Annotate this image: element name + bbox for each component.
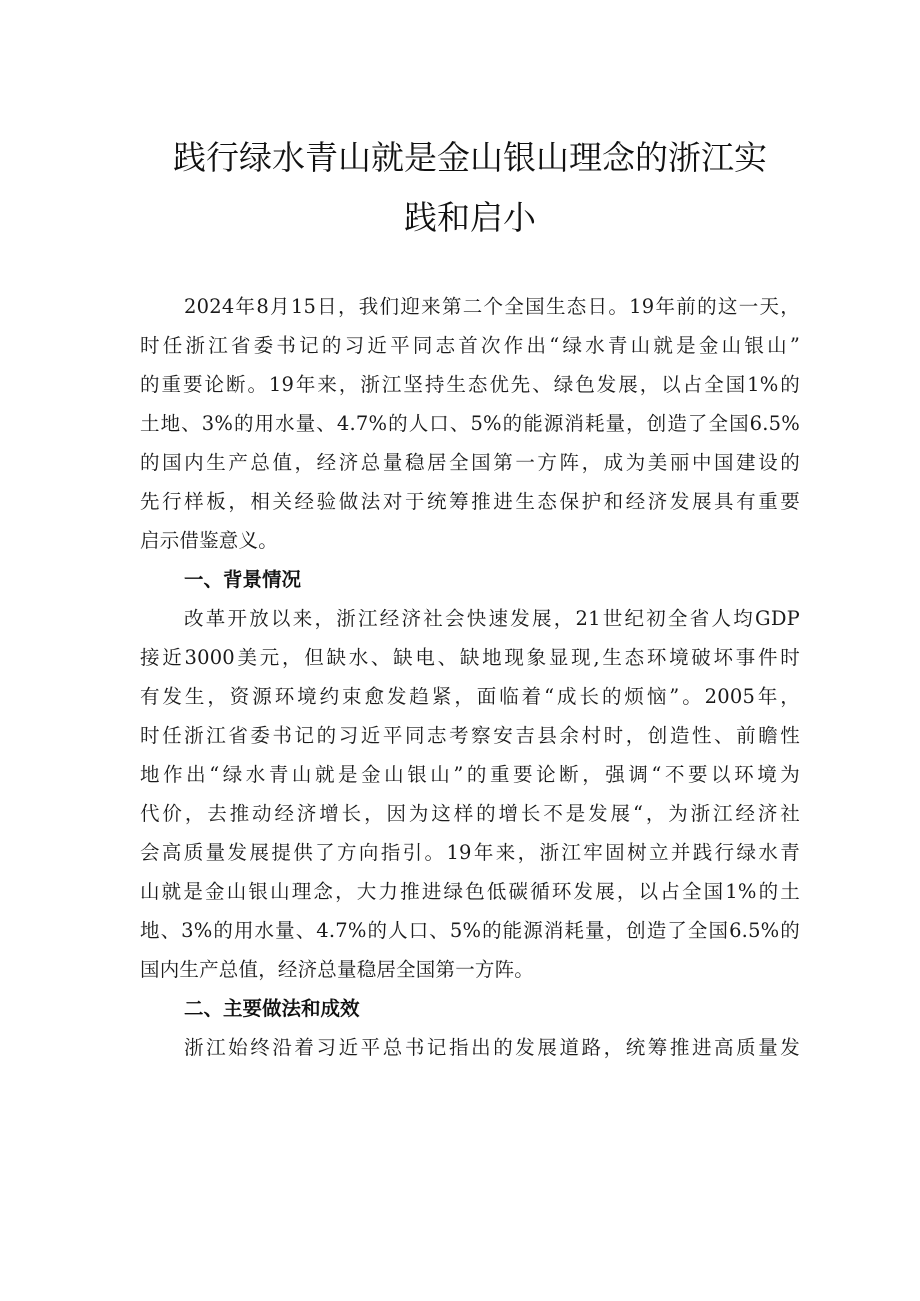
text-line: 山就是金山银山理念，大力推进绿色低碳循环发展，以占全国1%的土 [140,880,800,903]
title-line: 践和启小 [404,198,536,237]
document-body [140,287,800,1067]
text-line: 启示借鉴意义。 [140,529,278,552]
text-line: 2024年8月15日，我们迎来第二个全国生态日。19年前的这一天， [184,295,800,318]
text-line: 时任浙江省委书记的习近平同志首次作出“绿水青山就是金山银山” [140,334,800,357]
text-line: 国内生产总值，经济总量稳居全国第一方阵。 [140,958,535,981]
section-heading-background: 一、背景情况 [184,568,302,591]
paragraph-background [140,599,800,989]
text-line: 时任浙江省委书记的习近平同志考察安吉县余村时，创造性、前瞻性 [140,724,800,747]
text-line: 有发生，资源环境约束愈发趋紧，面临着“成长的烦恼”。2005年， [140,685,800,708]
text-line: 先行样板，相关经验做法对于统筹推进生态保护和经济发展具有重要 [140,490,800,513]
text-line: 改革开放以来，浙江经济社会快速发展，21世纪初全省人均GDP [184,607,800,630]
paragraph-intro [140,287,800,560]
document-title [120,128,820,248]
text-line: 的国内生产总值，经济总量稳居全国第一方阵，成为美丽中国建设的 [140,451,800,474]
text-line: 地作出“绿水青山就是金山银山”的重要论断，强调“不要以环境为 [140,763,800,786]
paragraph-practices [140,1028,800,1067]
text-line: 浙江始终沿着习近平总书记指出的发展道路，统筹推进高质量发 [184,1036,800,1059]
text-line: 代价，去推动经济增长，因为这样的增长不是发展“，为浙江经济社 [140,802,800,825]
text-line: 地、3%的用水量、4.7%的人口、5%的能源消耗量，创造了全国6.5%的 [140,919,800,942]
text-line: 会高质量发展提供了方向指引。19年来，浙江牢固树立并践行绿水青 [140,841,800,864]
text-line: 接近3000美元，但缺水、缺电、缺地现象显现,生态环境破坏事件时 [140,646,800,669]
title-line: 践行绿水青山就是金山银山理念的浙江实 [173,138,767,177]
text-line: 的重要论断。19年来，浙江坚持生态优先、绿色发展，以占全国1%的 [140,373,800,396]
section-heading-practices: 二、主要做法和成效 [184,997,360,1020]
text-line: 土地、3%的用水量、4.7%的人口、5%的能源消耗量，创造了全国6.5% [140,412,800,435]
